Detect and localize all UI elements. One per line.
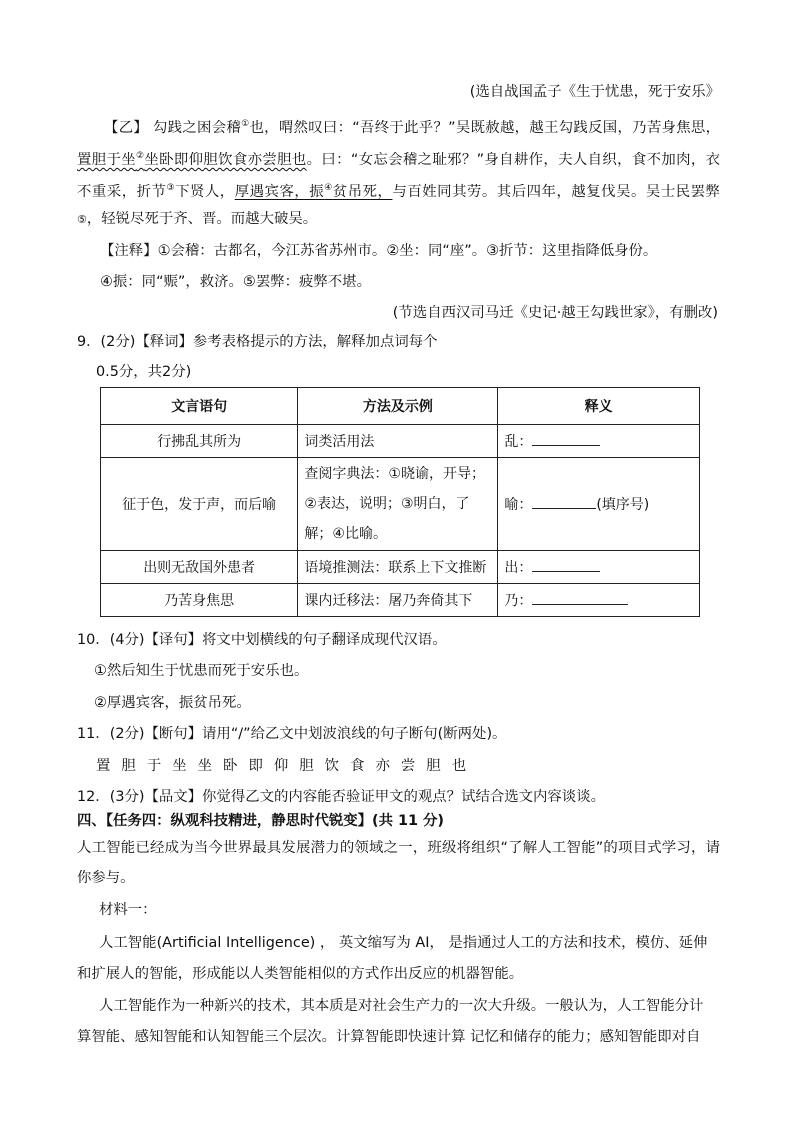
char: 于	[146, 758, 162, 774]
table-header: 方法及示例	[298, 388, 498, 425]
method-cell	[298, 458, 498, 551]
q11-stem: 11．(2分)【断句】请用“/”给乙文中划波浪线的句子断句(断两处)。	[77, 726, 507, 742]
q10-item-2: ②厚遇宾客，振贫吊死。	[94, 695, 251, 711]
underlined-part: 厚遇宾客，振	[234, 183, 325, 200]
wavy-sentence	[77, 152, 307, 168]
char: 卧	[223, 758, 238, 774]
yi-text: 也，喟然叹曰：“吾终于此乎？”吴既赦越，越王勾践反国，乃苦身焦思，	[249, 119, 720, 136]
sentence-cell: 出则无敌国外患者	[101, 551, 298, 584]
char: 置	[96, 758, 111, 774]
char: 坐	[172, 758, 187, 774]
para-2-line-1: 人工智能作为一种新兴的技术，其本质是对社会生产力的一次大升级。一般认为，人工智能分计	[99, 998, 704, 1014]
yi-text: 与百姓同其劳。其后四年，越复伐吴。吴士民罢弊	[392, 183, 720, 200]
q10-stem: 10．(4分)【译句】将文中划横线的句子翻译成现代汉语。	[77, 632, 447, 648]
para-1-line-2: 和扩展人的智能，形成能以人类智能相似的方式作出反应的机器智能。	[77, 966, 524, 982]
note-ref: ⑤	[77, 213, 87, 226]
char: 亦	[375, 758, 390, 774]
char: 食	[350, 758, 365, 774]
yi-text: 勾践之困会稽	[148, 119, 242, 136]
sentence-cell: 征于色，发于声，而后喻	[101, 458, 298, 551]
char: 饮	[324, 758, 340, 774]
answer-cell	[498, 551, 700, 584]
yi-line-2	[77, 145, 720, 171]
source-a: (选自战国孟子《生于忧患，死于安乐》	[469, 84, 720, 100]
para-2-line-2: 算智能、感知智能和认知智能三个层次。计算智能即快速计算 记忆和储存的能力；感知智能即对自	[77, 1029, 701, 1045]
q10-item-1: ①然后知生于忧患而死于安乐也。	[94, 663, 309, 679]
yi-text: 。曰：“女忘会稽之耻邪？”身自耕作，夫人自织，食不加肉，衣	[306, 151, 720, 168]
method-line: ②表达，说明；③明白，了	[304, 496, 470, 512]
table-header: 文言语句	[101, 388, 298, 425]
table-row	[101, 584, 700, 617]
yi-text: ，轻锐尽死于齐、晋。而越大破吴。	[86, 211, 318, 227]
table-header: 释义	[498, 388, 700, 425]
source-b: (节选自西汉司马迁《史记·越王勾践世家》，有删改)	[392, 305, 718, 321]
char: 坐	[197, 758, 213, 774]
char: 即	[248, 758, 263, 774]
char: 仰	[273, 758, 289, 774]
method-cell: 课内迁移法：屠乃奔倚其下	[298, 584, 498, 617]
answer-cell	[498, 458, 700, 551]
yi-line-4	[77, 208, 720, 231]
yi-line-3	[77, 177, 720, 203]
table-row	[101, 458, 700, 551]
answer-blank[interactable]	[532, 496, 596, 509]
underlined-sentence	[235, 184, 393, 200]
yi-text: 不重采，折节	[77, 183, 167, 200]
q9-stem: 9．(2分)【释词】参考表格提示的方法，解释加点词每个	[77, 334, 438, 350]
answer-hint: (填序号)	[596, 497, 650, 513]
intro-line-1: 人工智能已经成为当今世界最具发展潜力的领域之一，班级将组织“了解人工智能”的项目式学习，请	[77, 840, 720, 856]
yi-text: 下贤人，	[175, 183, 235, 200]
yi-line-1	[77, 113, 720, 139]
table-header-row	[101, 388, 700, 425]
method-cell: 语境推测法：联系上下文推断	[298, 551, 498, 584]
note-ref: ③	[166, 183, 176, 193]
answer-label: 出：	[504, 560, 533, 576]
q12-stem: 12．(3分)【品文】你觉得乙文的内容能否验证甲文的观点？试结合选文内容谈谈。	[77, 789, 605, 805]
intro-line-2: 你参与。	[77, 870, 135, 886]
note-ref: ②	[135, 151, 145, 161]
answer-cell	[498, 425, 700, 458]
answer-label: 乱：	[504, 434, 533, 450]
notes-line-1: 【注释】①会稽：古都名，今江苏省苏州市。②坐：同“座”。③折节：这里指降低身份。	[100, 243, 658, 259]
table-row	[101, 551, 700, 584]
sentence-cell: 行拂乱其所为	[101, 425, 298, 458]
table-row	[101, 425, 700, 458]
sentence-cell: 乃苦身焦思	[101, 584, 298, 617]
method-line: 解；④比喻。	[304, 526, 387, 542]
para-1-line-1: 人工智能(Artificial Intelligence) ， 英文缩写为 AI， 是指通过人工的方法和技术，模仿、延伸	[99, 935, 708, 951]
material-label: 材料一：	[99, 902, 157, 918]
q11-chars	[96, 755, 720, 777]
q9-stem-cont: 0.5分，共2分)	[96, 364, 192, 380]
char: 也	[451, 758, 467, 774]
wavy-part: 坐卧即仰胆饮食亦尝胆也	[144, 151, 307, 168]
char: 胆	[426, 758, 441, 774]
section-4-title: 四、【任务四：纵观科技精进，静思时代锐变】(共 11 分)	[77, 813, 444, 829]
method-line: 查阅字典法：①晓谕，开导；	[304, 466, 485, 482]
underlined-part: 贫吊死，	[332, 183, 393, 200]
vocab-table	[100, 387, 700, 617]
answer-label: 乃：	[504, 593, 533, 609]
answer-blank[interactable]	[532, 433, 600, 446]
notes-line-2: ④振：同“赈”，救济。⑤罢弊：疲弊不堪。	[100, 274, 371, 290]
yi-tag: 【乙】	[104, 119, 149, 136]
note-ref: ①	[241, 119, 250, 129]
char: 胆	[299, 758, 314, 774]
char: 尝	[400, 758, 416, 774]
method-cell: 词类活用法	[298, 425, 498, 458]
answer-blank[interactable]	[532, 559, 600, 572]
note-ref: ④	[324, 183, 333, 193]
answer-label: 喻：	[504, 497, 533, 513]
char: 胆	[121, 758, 136, 774]
answer-cell	[498, 584, 700, 617]
wavy-part: 置胆于坐	[77, 151, 136, 168]
answer-blank[interactable]	[532, 592, 628, 605]
